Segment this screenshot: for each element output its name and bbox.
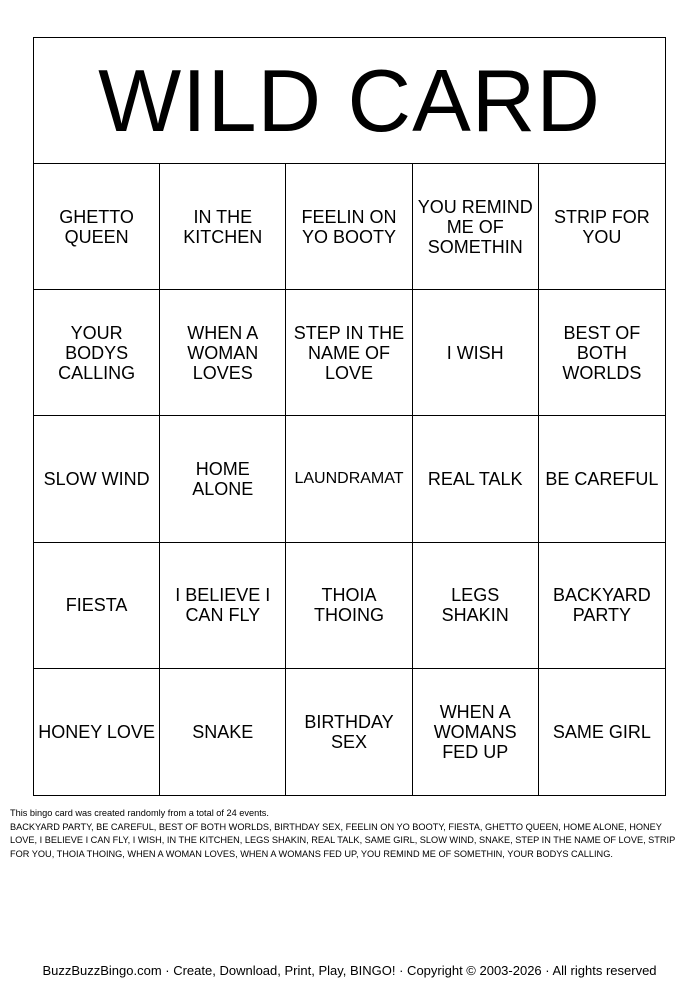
bingo-cell: HONEY LOVE — [34, 669, 160, 795]
bingo-cell: IN THE KITCHEN — [160, 164, 286, 290]
bingo-cell: LEGS SHAKIN — [413, 543, 539, 669]
bingo-cell: SNAKE — [160, 669, 286, 795]
info-event-list: BACKYARD PARTY, BE CAREFUL, BEST OF BOTH WORLDS, BIRTHDAY SEX, FEELIN ON YO BOOTY, FIESTA, GHETTO QUEEN, HOME ALONE, HONEY LOVE, I BELIEVE I CAN FLY, I WISH, IN THE KITCHEN, LEGS SHAKIN, REAL TALK, SAME GIRL, SLOW WIND, SNAKE, STEP IN THE NAME OF LOVE, STRIP FOR YOU, THOIA THOING, WHEN A WOMAN LOVES, WHEN A WOMANS FED UP, YOU REMIND ME OF SOMETHIN, YOUR BODYS CALLING. — [10, 821, 676, 859]
bingo-cell: STEP IN THE NAME OF LOVE — [286, 290, 412, 416]
bingo-card — [33, 37, 666, 796]
card-info — [10, 807, 690, 861]
bingo-cell: STRIP FOR YOU — [539, 164, 665, 290]
bingo-cell: SLOW WIND — [34, 416, 160, 542]
info-summary: This bingo card was created randomly from a total of 24 events. — [10, 808, 269, 818]
bingo-cell: GHETTO QUEEN — [34, 164, 160, 290]
bingo-cell: FEELIN ON YO BOOTY — [286, 164, 412, 290]
bingo-cell: I WISH — [413, 290, 539, 416]
bingo-cell: THOIA THOING — [286, 543, 412, 669]
bingo-cell: YOUR BODYS CALLING — [34, 290, 160, 416]
bingo-cell: BEST OF BOTH WORLDS — [539, 290, 665, 416]
card-title: WILD CARD — [34, 38, 665, 164]
bingo-cell: BIRTHDAY SEX — [286, 669, 412, 795]
bingo-cell: FIESTA — [34, 543, 160, 669]
bingo-cell: WHEN A WOMANS FED UP — [413, 669, 539, 795]
bingo-cell: I BELIEVE I CAN FLY — [160, 543, 286, 669]
bingo-cell: HOME ALONE — [160, 416, 286, 542]
footer-copyright: BuzzBuzzBingo.com · Create, Download, Print, Play, BINGO! · Copyright © 2003-2026 · All rights reserved — [42, 963, 657, 978]
bingo-cell: BACKYARD PARTY — [539, 543, 665, 669]
bingo-cell: REAL TALK — [413, 416, 539, 542]
bingo-cell: BE CAREFUL — [539, 416, 665, 542]
bingo-cell: YOU REMIND ME OF SOMETHIN — [413, 164, 539, 290]
bingo-grid — [34, 164, 665, 795]
bingo-cell: LAUNDRAMAT — [286, 416, 412, 542]
bingo-cell: WHEN A WOMAN LOVES — [160, 290, 286, 416]
bingo-cell: SAME GIRL — [552, 721, 651, 742]
